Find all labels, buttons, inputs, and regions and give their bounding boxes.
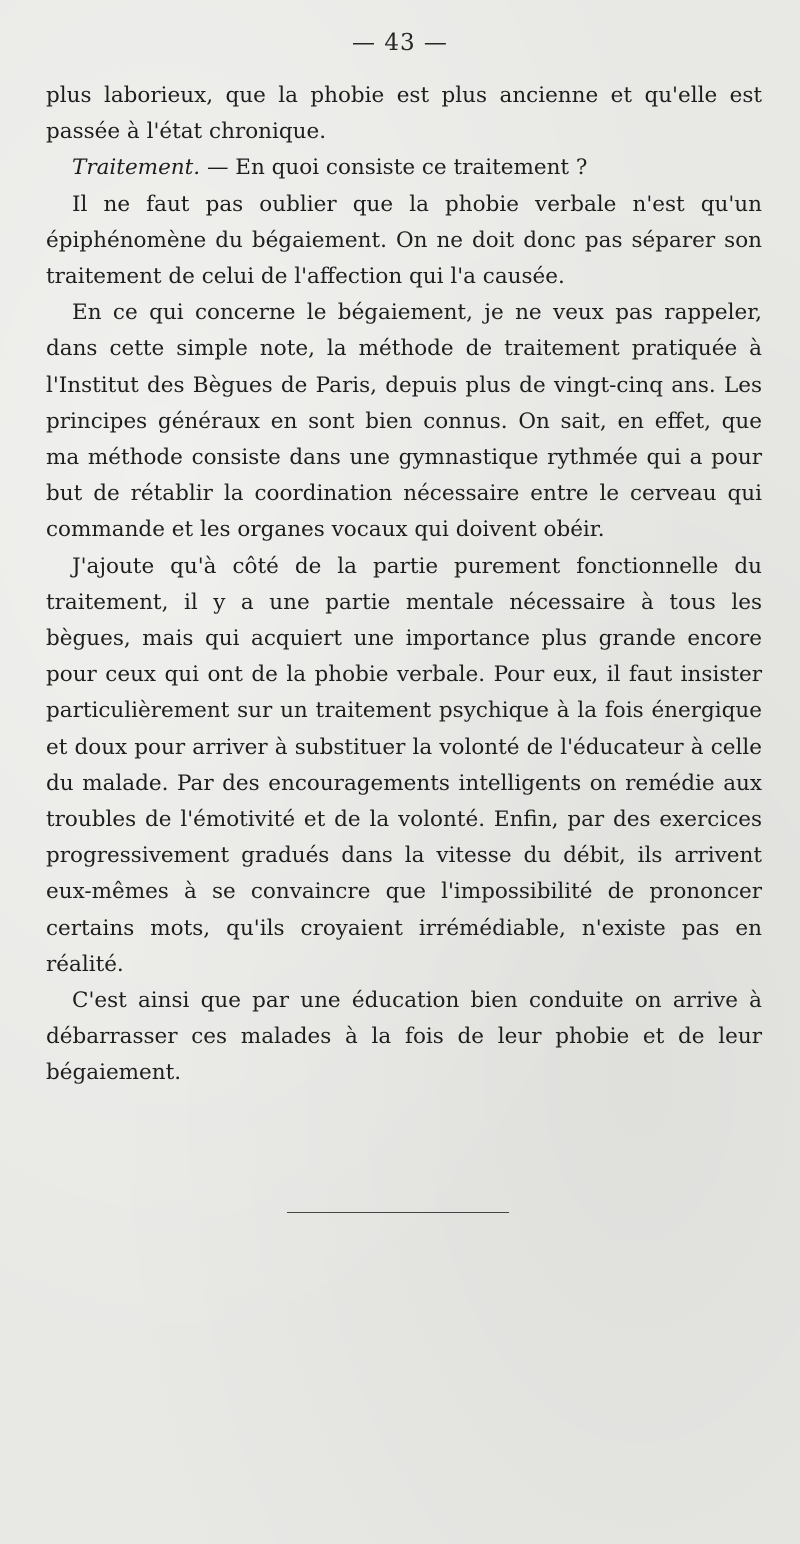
- paragraph-method: [46, 295, 762, 548]
- paragraph-text: — En quoi consiste ce traitement ?: [200, 155, 588, 181]
- paragraph-text: J'ajoute qu'à côté de la partie purement fonctionnelle du traitement, il y a une partie mentale nécessaire à tous les bègues, mais qui acquiert une importance plus grande encore pour ceux qui ont de la phobie verbale. Pour eux, il faut insister particulièrement sur un traitement psychique à la fois énergique et doux pour arriver à substituer la volonté de l'éducateur à celle du malade. Par des encouragements intelligents on remédie aux troubles de l'émotivité et de la volonté. Enfin, par des exercices progressivement gradués dans la vitesse du débit, ils arrivent eux-mêmes à se convaincre que l'impossibilité de prononcer certains mots, qu'ils croyaient irrémédiable, n'existe pas en réalité.: [46, 553, 762, 977]
- end-rule: [287, 1212, 509, 1213]
- paragraph-conclusion: [46, 983, 762, 1092]
- paragraph-mental-treatment: [46, 549, 762, 983]
- paragraph-text: plus laborieux, que la phobie est plus ancienne et qu'elle est passée à l'état chronique.: [46, 83, 762, 145]
- page-number: — 43 —: [352, 30, 448, 56]
- paragraph-text: Il ne faut pas oublier que la phobie verbale n'est qu'un épiphénomène du bégaiement. On ne doit donc pas séparer son traitement de celui de l'affection qui l'a causée.: [46, 191, 762, 290]
- paragraph-treatment-question: [46, 150, 762, 186]
- paragraph-continuation: [46, 78, 762, 150]
- section-heading-italic: Traitement.: [72, 155, 201, 181]
- body-text: [46, 78, 762, 1092]
- paragraph-text: En ce qui concerne le bégaiement, je ne veux pas rappeler, dans cette simple note, la méthode de traitement pratiquée à l'Institut des Bègues de Paris, depuis plus de vingt-cinq ans. Les principes généraux en sont bien connus. On sait, en effet, que ma méthode consiste dans une gymnastique rythmée qui a pour but de rétablir la coordination nécessaire entre le cerveau qui commande et les organes vocaux qui doivent obéir.: [46, 300, 762, 543]
- paragraph-epiphenomenon: [46, 187, 762, 296]
- paragraph-text: C'est ainsi que par une éducation bien conduite on arrive à débarrasser ces malades à la fois de leur phobie et de leur bégaiement.: [46, 988, 762, 1086]
